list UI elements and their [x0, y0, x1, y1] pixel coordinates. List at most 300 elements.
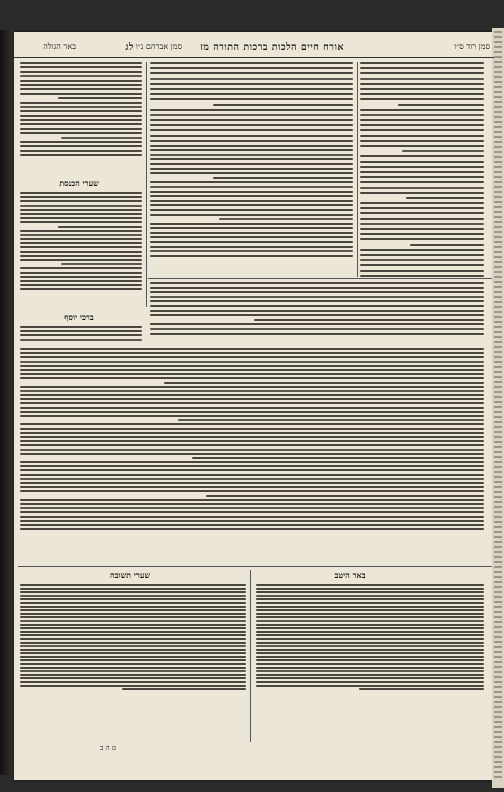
adjacent-text-line [494, 451, 502, 453]
adjacent-text-line [494, 766, 502, 768]
adjacent-text-line [494, 196, 502, 198]
text-line [20, 507, 484, 509]
text-line [20, 595, 246, 597]
adjacent-text-line [494, 126, 502, 128]
text-line [20, 670, 246, 672]
text-line [20, 361, 484, 363]
text-line [256, 674, 484, 676]
text-line [150, 114, 353, 116]
adjacent-text-line [494, 411, 502, 413]
header-title: אורח חיים הלכות ברכות התורה מז [200, 42, 344, 53]
adjacent-text-line [494, 281, 502, 283]
adjacent-text-line [494, 466, 502, 468]
text-line [150, 149, 353, 151]
text-line [360, 124, 484, 126]
adjacent-text-line [494, 86, 502, 88]
adjacent-text-line [494, 706, 502, 708]
adjacent-text-line [494, 211, 502, 213]
adjacent-text-line [494, 486, 502, 488]
text-line [20, 128, 142, 130]
text-line [20, 591, 246, 593]
adjacent-text-line [494, 646, 502, 648]
commentary-column-right [360, 62, 484, 280]
text-line [20, 280, 142, 282]
text-line [20, 259, 142, 261]
text-line [20, 598, 246, 600]
adjacent-text-line [494, 506, 502, 508]
adjacent-text-line [494, 416, 502, 418]
adjacent-text-line [494, 741, 502, 743]
text-line [20, 402, 484, 404]
text-line [150, 287, 484, 289]
text-line [256, 588, 484, 590]
adjacent-text-line [494, 716, 502, 718]
adjacent-text-line [494, 316, 502, 318]
text-line [192, 457, 484, 459]
adjacent-text-line [494, 246, 502, 248]
adjacent-text-line [494, 271, 502, 273]
section-heading-shiurei: שערי הכנסת [59, 178, 99, 188]
adjacent-text-line [494, 101, 502, 103]
text-line [360, 259, 484, 261]
text-line [150, 236, 353, 238]
text-line [360, 238, 484, 240]
text-line [150, 282, 484, 284]
text-line [150, 241, 353, 243]
text-line [20, 486, 484, 488]
adjacent-text-line [494, 536, 502, 538]
text-line [360, 171, 484, 173]
text-line [150, 129, 353, 131]
adjacent-text-line [494, 91, 502, 93]
text-line [360, 254, 484, 256]
text-line [20, 606, 246, 608]
page-header [14, 42, 494, 56]
text-line [20, 478, 484, 480]
text-line [20, 66, 142, 68]
text-line [20, 634, 246, 636]
adjacent-text-line [494, 166, 502, 168]
adjacent-text-line [494, 141, 502, 143]
adjacent-text-line [494, 171, 502, 173]
text-line [150, 158, 353, 160]
adjacent-text-line [494, 571, 502, 573]
text-line [150, 314, 484, 316]
text-line [360, 129, 484, 131]
text-line [360, 83, 484, 85]
text-line [20, 407, 484, 409]
adjacent-text-line [494, 326, 502, 328]
text-line [20, 75, 142, 77]
text-line [20, 62, 142, 64]
text-line [256, 634, 484, 636]
text-line [150, 135, 353, 137]
adjacent-text-line [494, 56, 502, 58]
text-line [20, 209, 142, 211]
adjacent-text-line [494, 156, 502, 158]
text-line [122, 688, 246, 690]
adjacent-text-line [494, 541, 502, 543]
adjacent-text-line [494, 131, 502, 133]
text-line [360, 270, 484, 272]
adjacent-text-line [494, 771, 502, 773]
text-line [360, 192, 484, 194]
adjacent-text-line [494, 391, 502, 393]
text-line [20, 386, 484, 388]
text-line [150, 255, 353, 257]
text-line [20, 474, 484, 476]
adjacent-text-line [494, 776, 502, 778]
text-line [20, 584, 246, 586]
header-siman-avraham: סמן אברהם נ״ו [135, 42, 182, 51]
adjacent-text-line [494, 61, 502, 63]
text-line [20, 390, 484, 392]
header-beer-hagolah: באר הגולה [43, 42, 76, 51]
text-line [20, 423, 484, 425]
commentary-full-width [20, 348, 484, 532]
adjacent-text-line [494, 531, 502, 533]
adjacent-text-line [494, 291, 502, 293]
adjacent-text-line [494, 691, 502, 693]
text-line [150, 227, 353, 229]
text-line [20, 490, 484, 492]
text-line [360, 207, 484, 209]
text-line [360, 72, 484, 74]
text-line [219, 218, 353, 220]
text-line [150, 204, 353, 206]
text-line [360, 93, 484, 95]
adjacent-text-line [494, 456, 502, 458]
text-line [20, 511, 484, 513]
adjacent-text-line [494, 491, 502, 493]
adjacent-text-line [494, 111, 502, 113]
text-line [20, 221, 142, 223]
text-line [150, 250, 353, 252]
adjacent-text-line [494, 721, 502, 723]
text-line [256, 638, 484, 640]
commentary-wide-block [150, 282, 484, 337]
text-line [178, 419, 484, 421]
adjacent-text-line [494, 476, 502, 478]
section-heading-beer-heitev: באר היטב [334, 570, 366, 580]
text-line [360, 166, 484, 168]
text-line [256, 631, 484, 633]
text-line [150, 67, 353, 69]
adjacent-text-line [494, 761, 502, 763]
text-line [20, 377, 484, 379]
adjacent-text-line [494, 181, 502, 183]
text-line [360, 67, 484, 69]
text-line [20, 246, 142, 248]
text-line [150, 83, 353, 85]
text-line [61, 263, 142, 265]
text-line [150, 119, 353, 121]
text-line [150, 163, 353, 165]
header-page-number: לג [125, 42, 134, 53]
adjacent-text-line [494, 306, 502, 308]
main-text-top [150, 62, 353, 140]
text-line [402, 150, 484, 152]
adjacent-text-line [494, 346, 502, 348]
text-line [20, 453, 484, 455]
adjacent-text-line [494, 191, 502, 193]
adjacent-text-line [494, 386, 502, 388]
adjacent-text-line [494, 756, 502, 758]
adjacent-text-line [494, 546, 502, 548]
adjacent-text-line [494, 401, 502, 403]
text-line [20, 141, 142, 143]
adjacent-text-line [494, 701, 502, 703]
text-line [20, 482, 484, 484]
text-line [20, 499, 484, 501]
adjacent-text-line [494, 381, 502, 383]
text-line [20, 284, 142, 286]
adjacent-text-line [494, 471, 502, 473]
adjacent-text-line [494, 621, 502, 623]
text-line [20, 230, 142, 232]
text-line [256, 677, 484, 679]
adjacent-text-line [494, 51, 502, 53]
text-line [20, 334, 142, 336]
text-line [150, 209, 353, 211]
adjacent-text-line [494, 516, 502, 518]
footer-signature: ט ה ב [100, 744, 117, 752]
adjacent-text-line [494, 311, 502, 313]
text-line [256, 656, 484, 658]
adjacent-text-line [494, 201, 502, 203]
text-line [150, 172, 353, 174]
adjacent-text-line [494, 146, 502, 148]
text-line [256, 584, 484, 586]
text-line [20, 276, 142, 278]
text-line [256, 685, 484, 687]
adjacent-text-line [494, 251, 502, 253]
text-line [20, 444, 484, 446]
text-line [150, 78, 353, 80]
beer-hagolah-column [20, 62, 142, 159]
text-line [20, 288, 142, 290]
text-line [20, 674, 246, 676]
text-line [256, 624, 484, 626]
text-line [150, 195, 353, 197]
text-line [20, 88, 142, 90]
adjacent-text-line [494, 431, 502, 433]
text-line [20, 520, 484, 522]
adjacent-text-line [494, 301, 502, 303]
text-line [61, 137, 142, 139]
text-line [256, 606, 484, 608]
adjacent-text-line [494, 356, 502, 358]
text-line [20, 213, 142, 215]
adjacent-text-line [494, 121, 502, 123]
adjacent-text-line [494, 526, 502, 528]
text-line [256, 598, 484, 600]
adjacent-text-line [494, 611, 502, 613]
text-line [150, 200, 353, 202]
text-line [20, 251, 142, 253]
header-right-siman: סמן רוד ס״ו [454, 42, 490, 51]
text-line [20, 449, 484, 451]
text-line [20, 528, 484, 530]
text-line [20, 638, 246, 640]
text-line [150, 62, 353, 64]
text-line [359, 688, 484, 690]
text-line [206, 495, 484, 497]
adjacent-text-line [494, 441, 502, 443]
text-line [20, 461, 484, 463]
adjacent-text-line [494, 66, 502, 68]
adjacent-text-line [494, 186, 502, 188]
adjacent-text-line [494, 671, 502, 673]
adjacent-text-line [494, 276, 502, 278]
text-line [20, 369, 484, 371]
adjacent-text-line [494, 601, 502, 603]
text-line [256, 642, 484, 644]
text-line [20, 677, 246, 679]
text-line [150, 310, 484, 312]
text-line [20, 516, 484, 518]
text-line [20, 102, 142, 104]
text-line [410, 244, 484, 246]
text-line [150, 181, 353, 183]
text-line [20, 624, 246, 626]
text-line [150, 168, 353, 170]
text-line [150, 154, 353, 156]
adjacent-text-line [494, 681, 502, 683]
text-line [20, 330, 142, 332]
adjacent-text-line [494, 481, 502, 483]
adjacent-text-line [494, 41, 502, 43]
adjacent-text-line [494, 261, 502, 263]
text-line [360, 161, 484, 163]
text-line [360, 176, 484, 178]
text-line [360, 155, 484, 157]
text-line [256, 667, 484, 669]
adjacent-text-line [494, 321, 502, 323]
text-line [256, 591, 484, 593]
text-line [20, 620, 246, 622]
text-line [360, 119, 484, 121]
divider-rule [148, 278, 492, 279]
text-line [150, 333, 484, 335]
text-line [360, 114, 484, 116]
text-line [20, 667, 246, 669]
adjacent-text-line [494, 686, 502, 688]
adjacent-text-line [494, 436, 502, 438]
text-line [20, 588, 246, 590]
beer-heitev-column [256, 584, 484, 692]
text-line [150, 72, 353, 74]
column-divider [357, 62, 358, 277]
text-line [150, 291, 484, 293]
text-line [20, 609, 246, 611]
text-line [20, 627, 246, 629]
text-line [360, 212, 484, 214]
text-line [406, 197, 484, 199]
text-line [20, 132, 142, 134]
text-line [20, 326, 142, 328]
adjacent-text-line [494, 551, 502, 553]
text-line [20, 272, 142, 274]
text-line [150, 214, 353, 216]
adjacent-text-line [494, 226, 502, 228]
text-line [20, 154, 142, 156]
adjacent-text-line [494, 626, 502, 628]
text-line [20, 352, 484, 354]
adjacent-text-line [494, 576, 502, 578]
text-line [150, 296, 484, 298]
text-line [256, 616, 484, 618]
adjacent-text-line [494, 336, 502, 338]
text-line [360, 88, 484, 90]
bottom-column-divider [250, 570, 251, 742]
text-line [20, 631, 246, 633]
adjacent-text-line [494, 396, 502, 398]
text-line [20, 503, 484, 505]
adjacent-text-line [494, 746, 502, 748]
text-line [360, 181, 484, 183]
adjacent-text-line [494, 426, 502, 428]
text-line [20, 436, 484, 438]
text-line [20, 432, 484, 434]
text-line [150, 98, 353, 100]
adjacent-text-line [494, 351, 502, 353]
text-line [20, 642, 246, 644]
adjacent-text-line [494, 151, 502, 153]
adjacent-text-line [494, 496, 502, 498]
adjacent-text-line [494, 221, 502, 223]
text-line [20, 119, 142, 121]
adjacent-text-line [494, 76, 502, 78]
text-line [360, 145, 484, 147]
text-line [256, 670, 484, 672]
adjacent-text-line [494, 96, 502, 98]
adjacent-text-line [494, 666, 502, 668]
adjacent-text-line [494, 36, 502, 38]
text-line [360, 62, 484, 64]
adjacent-text-line [494, 236, 502, 238]
text-line [20, 150, 142, 152]
adjacent-text-line [494, 31, 502, 33]
text-line [20, 80, 142, 82]
adjacent-text-line [494, 556, 502, 558]
text-line [256, 627, 484, 629]
text-line [150, 88, 353, 90]
text-line [256, 613, 484, 615]
text-line [256, 645, 484, 647]
text-line [360, 187, 484, 189]
adjacent-text-line [494, 581, 502, 583]
text-line [20, 373, 484, 375]
text-line [20, 411, 484, 413]
shaarei-teshuva-column [20, 584, 246, 692]
text-line [150, 246, 353, 248]
text-line [20, 234, 142, 236]
text-line [360, 275, 484, 277]
adjacent-text-line [494, 331, 502, 333]
text-line [20, 613, 246, 615]
text-line [360, 78, 484, 80]
text-line [20, 110, 142, 112]
adjacent-text-line [494, 446, 502, 448]
adjacent-text-line [494, 341, 502, 343]
text-line [20, 415, 484, 417]
text-line [150, 109, 353, 111]
text-line [20, 659, 246, 661]
text-line [20, 242, 142, 244]
text-line [20, 681, 246, 683]
adjacent-text-line [494, 501, 502, 503]
